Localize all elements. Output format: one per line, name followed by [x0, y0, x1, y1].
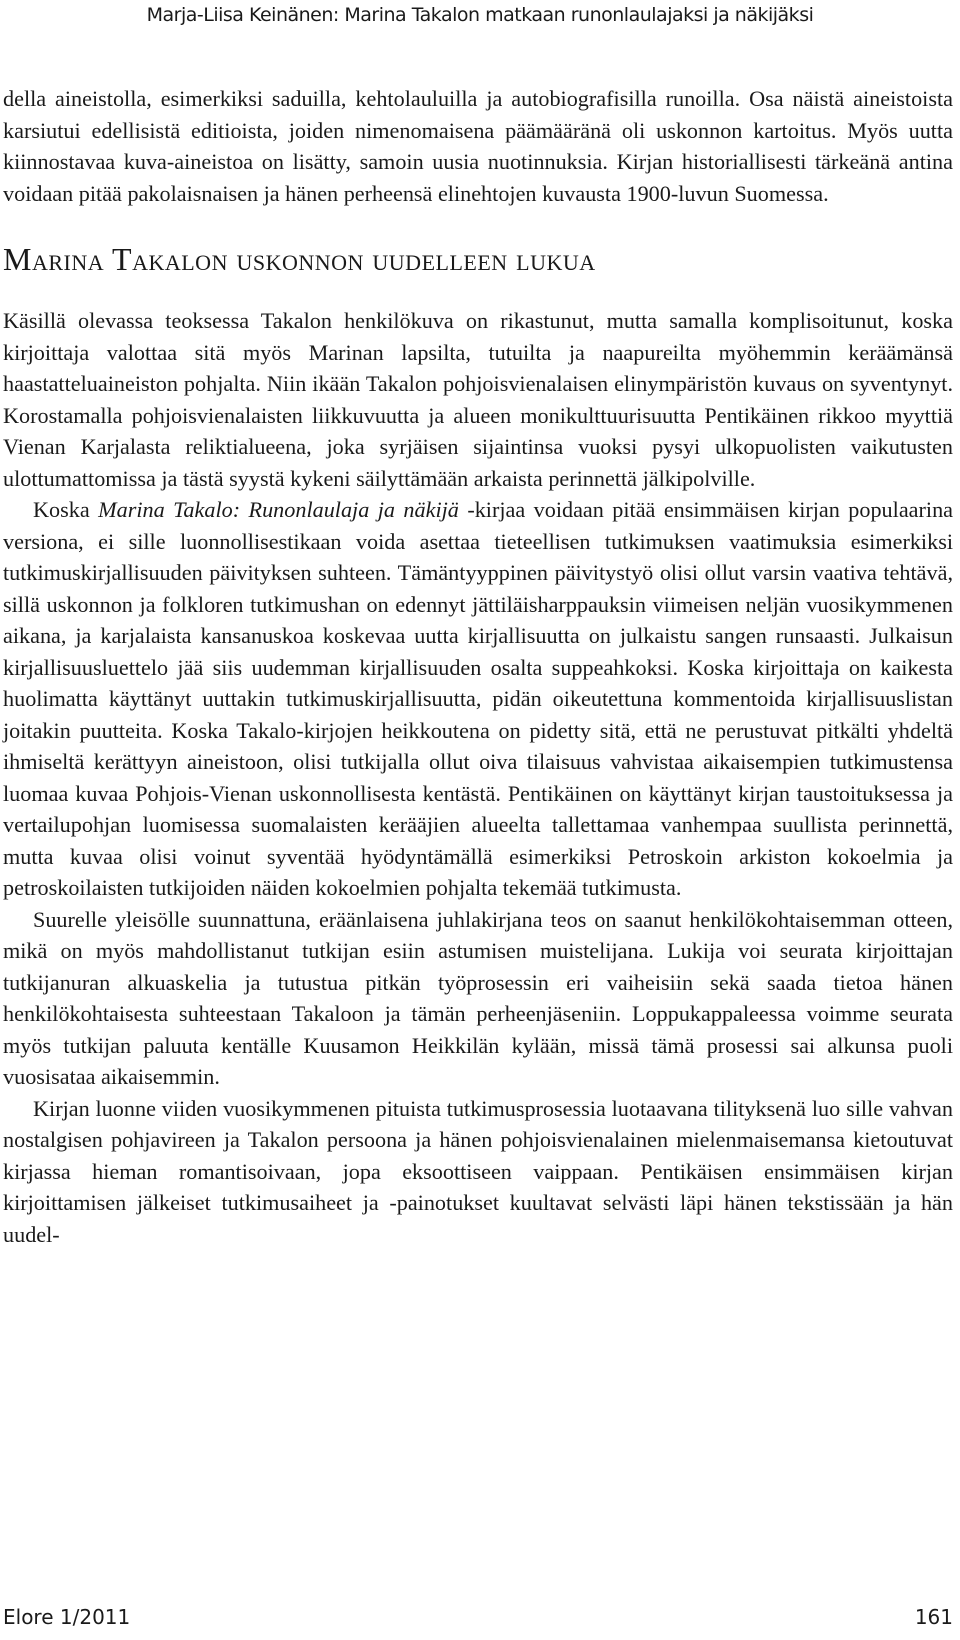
book-title: Marina Takalo: Runonlaulaja ja näkijä [98, 497, 459, 522]
article-body [3, 83, 953, 1250]
paragraph-2-rest: -kirjaa voidaan pitää ensimmäisen kirjan populaarina versiona, ei sille luonnollisestikaan voida asettaa tieteellisen tutkimuksen vaatimuksia esimerkiksi tutkimuskirjallisuuden päivityksen suhteen. Tämäntyyppinen päivitystyö olisi ollut varsin vaativa tehtävä, sillä uskonnon ja folkloren tutkimushan on edennyt jättiläisharppauksin viimeisen neljän vuosikymmenen aikana, ja karjalaista kansanuskoa koskevaa uutta kirjallisuutta on julkaistu sangen runsaasti. Julkaisun kirjallisuusluettelo jää siis uudemman kirjallisuuden osalta suppeahkoksi. Koska kirjoittaja on kaikesta huolimatta käyttänyt uuttakin tutkimuskirjallisuutta, pidän oikeutettuna kommentoida kirjallisuuslistan joitakin puutteita. Koska Takalo-kirjojen heikkoutena on pidetty sitä, että ne perustuvat pitkälti yhdeltä ihmiseltä kerättyyn aineistoon, olisi tutkijalla ollut oiva tilaisuus vahvistaa aikaisempien tutkimustensa luomaa kuvaa Pohjois-Vienan uskonnollisesta kentästä. Pentikäinen on käyttänyt kirjan taustoituksessa ja vertailupohjan luomisessa suomalaisten kerääjien alueelta tallettamaa vanhempaa suullista perinnettä, mutta kuvaa olisi voinut syventää hyödyntämällä esimerkiksi Petroskoin arkiston kokoelmia ja petroskoilaisten tutkijoiden näiden kokoelmien pohjalta tekemää tutkimusta. [3, 497, 954, 900]
running-header: Marja-Liisa Keinänen: Marina Takalon matkaan runonlaulajaksi ja näkijäksi [146, 4, 814, 26]
paragraph-4: Kirjan luonne viiden vuosikymmenen pituista tutkimusprosessia luotaavana tilityksenä luo sille vahvan nostalgisen pohjavireen ja Takalon persoona ja hänen pohjoisvienalainen mielenmaisemansa kietoutuvat kirjassa hieman romantisoivaan, jopa eksoottiseen vaippaan. Pentikäisen ensimmäisen kirjan kirjoittamisen jälkeiset tutkimusaiheet ja -painotukset kuultavat selvästi läpi hänen tekstissään ja hän uudel- [3, 1095, 953, 1247]
section-heading-text: Marina Takalon uskonnon uudelleen lukua [3, 241, 596, 277]
section-heading [3, 241, 953, 281]
journal-issue: Elore 1/2011 [3, 1605, 131, 1629]
paragraph-1: Käsillä olevassa teoksessa Takalon henkilökuva on rikastunut, mutta samalla komplisoitunut, koska kirjoittaja valottaa sitä myös Marinan lapsilta, tutuilta ja naapureilta myöhemmin keräämänsä haastatteluaineiston pohjalta. Niin ikään Takalon pohjoisvienalaisen elinympäristön kuvaus on syventynyt. Korostamalla pohjoisvienalaisten liikkuvuutta ja alueen monikulttuurisuutta Pentikäinen rikkoo myyttiä Vienan Karjalasta reliktialueena, joka syrjäisen sijaintinsa vuoksi pysyi ulkopuolisten vaikutusten ulottumattomissa ja tästä syystä kykeni säilyttämään arkaista perinnettä jälkipolville. [3, 308, 953, 491]
paragraph-3: Suurelle yleisölle suunnattuna, eräänlaisena juhlakirjana teos on saanut henkilökohtaisemman otteen, mikä on myös mahdollistanut tutkijan esiin astumisen muistelijana. Lukija voi seurata kirjoittajan tutkijanuran alkuaskelia ja tutustua pitkän työprosessin eri vaiheisiin sekä saada tietoa hänen henkilökohtaisesta suhteestaan Takaloon ja tämän perheenjäseniin. Loppukappaleessa voimme seurata myös tutkijan paluuta kentälle Kuusamon Heikkilän kylään, missä tämä prosessi sai alkunsa puoli vuosisataa aikaisemmin. [3, 906, 953, 1089]
page-number: 161 [914, 1605, 953, 1629]
paragraph-2-lead: Koska [33, 497, 99, 522]
intro-paragraph: della aineistolla, esimerkiksi saduilla, kehtolauluilla ja autobiografisilla runoilla. Osa näistä aineistoista karsiutui edellisistä editioista, joiden nimenomaisena päämääränä oli uskonnon kartoitus. Myös uutta kiinnostavaa kuva-aineistoa on lisätty, samoin uusia nuotinnuksia. Kirjan historiallisesti tärkeänä antina voidaan pitää pakolaisnaisen ja hänen perheensä elinehtojen kuvausta 1900-luvun Suomessa. [3, 86, 953, 206]
paragraph-2 [3, 494, 953, 904]
